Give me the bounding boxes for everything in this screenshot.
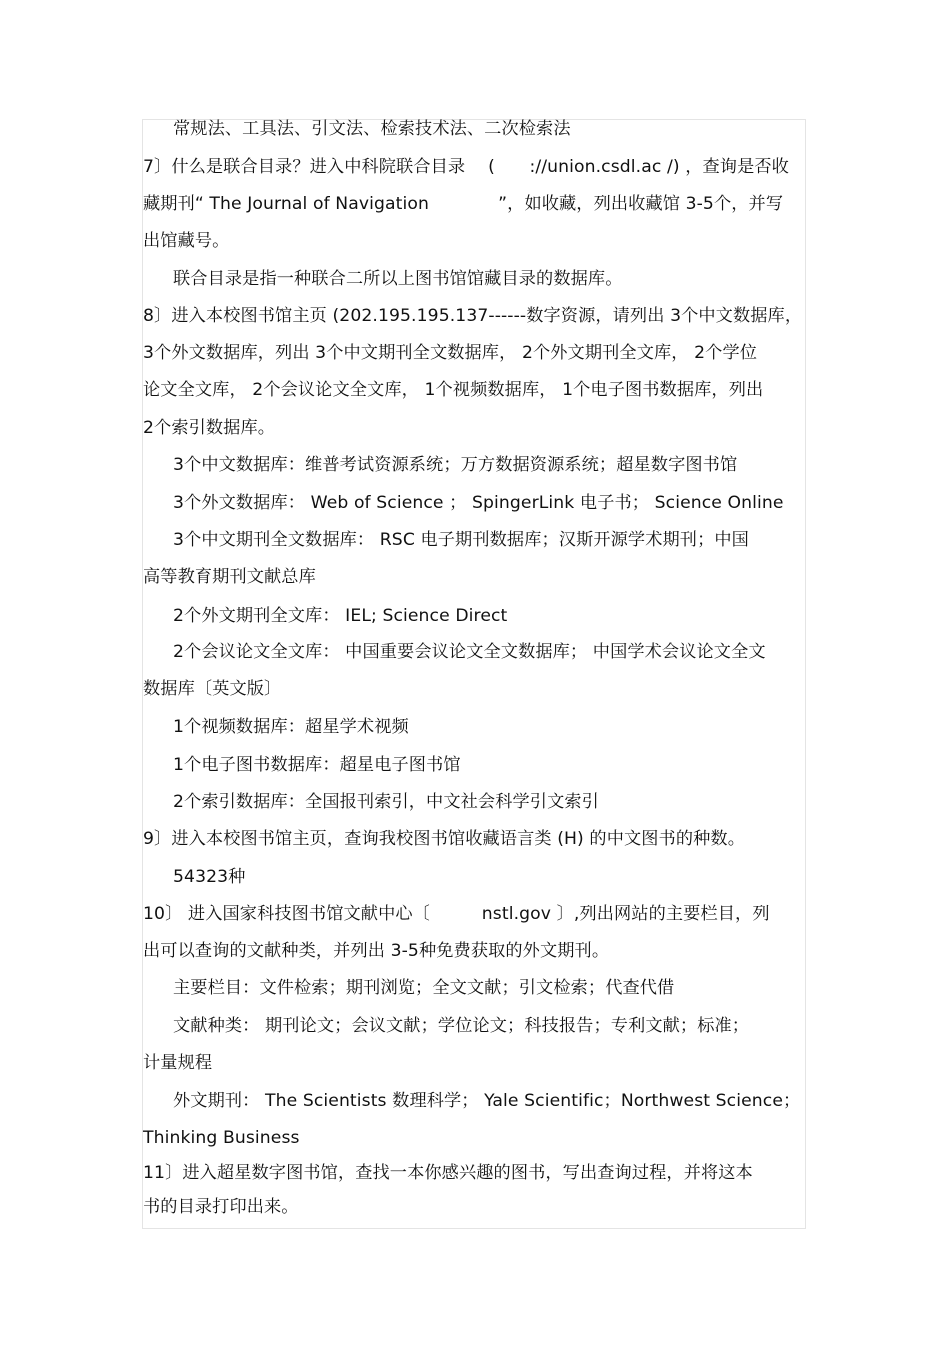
answer-9-line: 54323种 (173, 867, 246, 887)
text-line: 高等教育期刊文献总库 (143, 567, 316, 587)
answer-8-line: 2个索引数据库：全国报刊索引，中文社会科学引文索引 (173, 792, 599, 812)
text-line: 2个索引数据库。 (143, 418, 276, 438)
answer-8-line: 1个视频数据库：超星学术视频 (173, 717, 409, 737)
answer-8-line: 1个电子图书数据库：超星电子图书馆 (173, 755, 461, 775)
answer-10-line: 文献种类： 期刊论文；会议文献；学位论文；科技报告；专利文献；标准； (173, 1016, 750, 1036)
question-8-line: 8〕进入本校图书馆主页 (202.195.195.137------数字资源，请列出 3个中文数据库， (143, 306, 803, 326)
text-line: 3个外文数据库，列出 3个中文期刊全文数据库， 2个外文期刊全文库， 2个学位 (143, 343, 758, 363)
text-line: 论文全文库， 2个会议论文全文库， 1个视频数据库， 1个电子图书数据库，列出 (143, 380, 764, 400)
answer-8-line: 3个中文期刊全文数据库： RSC 电子期刊数据库；汉斯开源学术期刊；中国 (173, 530, 749, 550)
text-line: 出馆藏号。 (143, 231, 230, 251)
question-9-line: 9〕进入本校图书馆主页，查询我校图书馆收藏语言类 (H) 的中文图书的种数。 (143, 829, 745, 849)
text-line: 常规法、工具法、引文法、检索技术法、二次检索法 (173, 119, 571, 139)
answer-10-line: 主要栏目：文件检索；期刊浏览；全文文献；引文检索；代查代借 (173, 978, 675, 998)
question-11-line: 11〕进入超星数字图书馆，查找一本你感兴趣的图书，写出查询过程，并将这本 (143, 1163, 753, 1183)
text-line: Thinking Business (143, 1128, 300, 1148)
answer-10-line: 外文期刊： The Scientists 数理科学； Yale Scientific；Northwest Science； (173, 1091, 801, 1111)
text-line: 计量规程 (143, 1053, 213, 1073)
answer-8-line: 3个外文数据库： Web of Science ； SpingerLink 电子书； Science Online (173, 493, 784, 513)
answer-8-line: 2个会议论文全文库： 中国重要会议论文全文数据库； 中国学术会议论文全文 (173, 642, 766, 662)
text-line: 出可以查询的文献种类，并列出 3-5种免费获取的外文期刊。 (143, 941, 610, 961)
text-line: 书的目录打印出来。 (143, 1197, 299, 1217)
answer-7-line: 联合目录是指一种联合二所以上图书馆馆藏目录的数据库。 (173, 269, 623, 289)
question-7-line: 7〕什么是联合目录？进入中科院联合目录 ( ://union.csdl.ac /) ，查询是否收 (143, 157, 789, 177)
question-10-line: 10〕 进入国家科技图书馆文献中心〔 nstl.gov 〕,列出网站的主要栏目，列 (143, 904, 770, 924)
answer-8-line: 2个外文期刊全文库： IEL; Science Direct (173, 606, 508, 626)
answer-8-line: 3个中文数据库：维普考试资源系统；万方数据资源系统；超星数字图书馆 (173, 455, 738, 475)
text-line: 藏期刊“ The Journal of Navigation ”，如收藏，列出收藏馆 3-5个，并写 (143, 194, 784, 214)
text-line: 数据库〔英文版〕 (143, 679, 282, 699)
